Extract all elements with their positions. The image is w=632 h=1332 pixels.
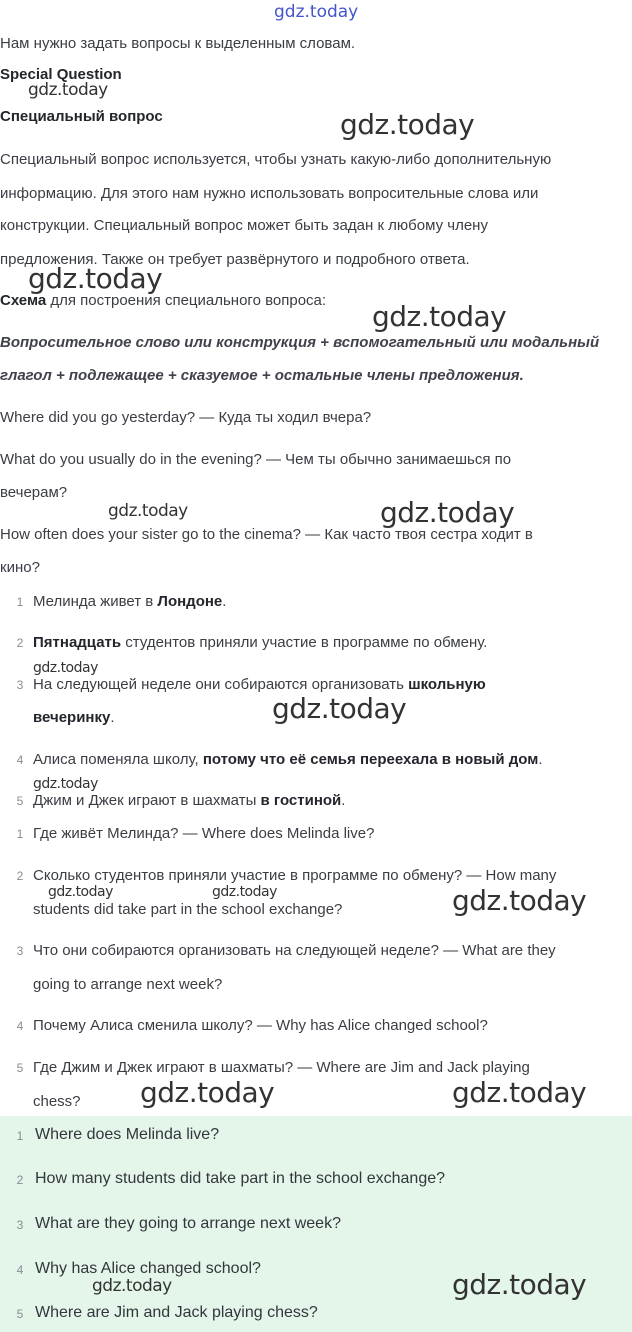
list-number: 2 bbox=[16, 1173, 24, 1187]
list-number: 2 bbox=[16, 636, 24, 650]
watermark: gdz.today bbox=[372, 300, 507, 333]
list-item-cont: chess? bbox=[33, 1093, 81, 1110]
heading-ru: Специальный вопрос bbox=[0, 108, 163, 125]
formula-line: Вопросительное слово или конструкция + вспомогательный или модальный bbox=[0, 334, 600, 351]
answer-item: Where does Melinda live? bbox=[35, 1126, 220, 1143]
list-number: 4 bbox=[16, 753, 24, 767]
example-line: What do you usually do in the evening? — Чем ты обычно занимаешься по bbox=[0, 451, 512, 468]
theory-line: информацию. Для этого нам нужно использовать вопросительные слова или bbox=[0, 185, 539, 202]
list-item-cont: going to arrange next week? bbox=[33, 976, 223, 993]
list-number: 2 bbox=[16, 869, 24, 883]
site-logo[interactable]: gdz.today bbox=[274, 2, 359, 22]
list-item: Где живёт Мелинда? — Where does Melinda live? bbox=[33, 825, 375, 842]
list-number: 3 bbox=[16, 1218, 24, 1232]
list-item: Пятнадцать студентов приняли участие в программе по обмену. bbox=[33, 634, 488, 651]
list-number: 1 bbox=[16, 1129, 24, 1143]
watermark: gdz.today bbox=[28, 80, 108, 100]
list-number: 3 bbox=[16, 678, 24, 692]
task-text: Нам нужно задать вопросы к выделенным словам. bbox=[0, 35, 356, 52]
formula-line: глагол + подлежащее + сказуемое + остальные члены предложения. bbox=[0, 367, 524, 384]
list-number: 1 bbox=[16, 595, 24, 609]
theory-line: Специальный вопрос используется, чтобы узнать какую-либо дополнительную bbox=[0, 151, 552, 168]
watermark: gdz.today bbox=[380, 496, 515, 529]
theory-line: конструкции. Специальный вопрос может быть задан к любому члену bbox=[0, 217, 488, 234]
list-item: На следующей неделе они собираются организовать школьную bbox=[33, 676, 486, 693]
watermark: gdz.today bbox=[92, 1276, 172, 1296]
list-item: Мелинда живет в Лондоне. bbox=[33, 593, 227, 610]
scheme-bold: Схема bbox=[0, 292, 47, 309]
list-number: 4 bbox=[16, 1019, 24, 1033]
watermark: gdz.today bbox=[33, 660, 98, 676]
example-line: How often does your sister go to the cinema? — Как часто твоя сестра ходит в bbox=[0, 526, 533, 543]
watermark: gdz.today bbox=[452, 1076, 587, 1109]
example-line: кино? bbox=[0, 559, 40, 576]
watermark: gdz.today bbox=[28, 262, 163, 295]
list-item: Джим и Джек играют в шахматы в гостиной. bbox=[33, 792, 346, 809]
watermark: gdz.today bbox=[33, 776, 98, 792]
answer-item: How many students did take part in the school exchange? bbox=[35, 1170, 446, 1187]
list-number: 5 bbox=[16, 794, 24, 808]
watermark: gdz.today bbox=[452, 884, 587, 917]
list-number: 5 bbox=[16, 1061, 24, 1075]
watermark: gdz.today bbox=[272, 692, 407, 725]
example-line: Where did you go yesterday? — Куда ты ходил вчера? bbox=[0, 409, 372, 426]
answer-item: Where are Jim and Jack playing chess? bbox=[35, 1304, 318, 1321]
list-item: Где Джим и Джек играют в шахматы? — Where are Jim and Jack playing bbox=[33, 1059, 530, 1076]
list-number: 5 bbox=[16, 1307, 24, 1321]
list-item-cont: вечеринку. bbox=[33, 709, 115, 726]
list-item: Сколько студентов приняли участие в программе по обмену? — How many bbox=[33, 867, 557, 884]
list-number: 3 bbox=[16, 944, 24, 958]
heading-en: Special Question bbox=[0, 66, 122, 83]
list-item: Алиса поменяла школу, потому что её семья переехала в новый дом. bbox=[33, 751, 543, 768]
watermark: gdz.today bbox=[340, 108, 475, 141]
watermark: gdz.today bbox=[48, 884, 113, 900]
list-item: Почему Алиса сменила школу? — Why has Alice changed school? bbox=[33, 1017, 488, 1034]
watermark: gdz.today bbox=[108, 501, 188, 521]
scheme-rest: для построения специального вопроса: bbox=[46, 292, 327, 309]
example-line: вечерам? bbox=[0, 484, 68, 501]
watermark: gdz.today bbox=[140, 1076, 275, 1109]
watermark: gdz.today bbox=[212, 884, 277, 900]
list-number: 1 bbox=[16, 827, 24, 841]
watermark: gdz.today bbox=[452, 1268, 587, 1301]
list-item: Что они собираются организовать на следующей неделе? — What are they bbox=[33, 942, 556, 959]
answer-item: Why has Alice changed school? bbox=[35, 1260, 261, 1277]
answer-item: What are they going to arrange next week? bbox=[35, 1215, 341, 1232]
list-item-cont: students did take part in the school exchange? bbox=[33, 901, 343, 918]
theory-line: предложения. Также он требует развёрнутого и подробного ответа. bbox=[0, 251, 470, 268]
list-number: 4 bbox=[16, 1263, 24, 1277]
